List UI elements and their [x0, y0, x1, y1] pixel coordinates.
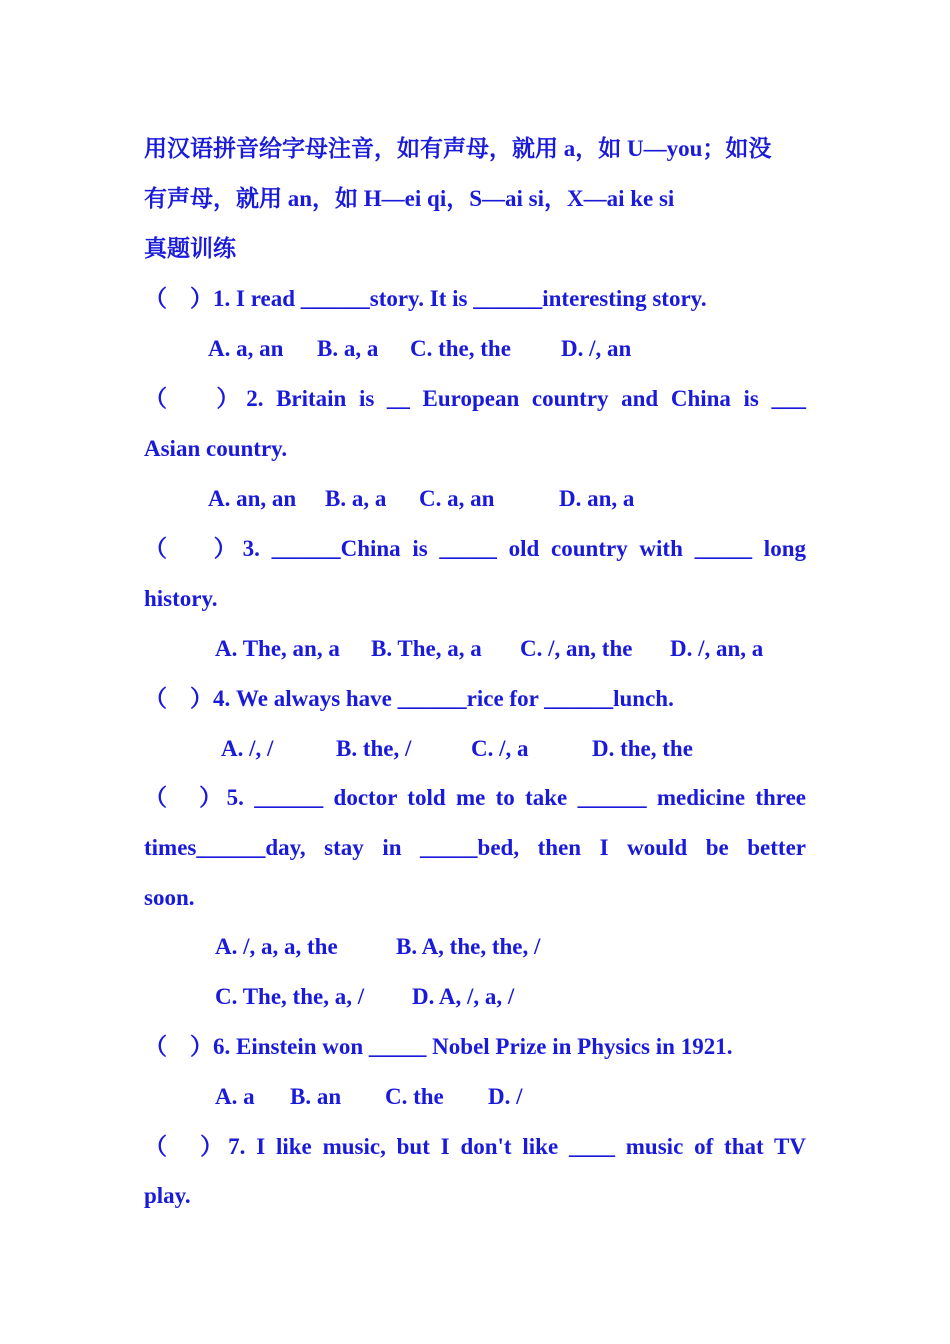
question-4-option-b: B. the, / [336, 736, 412, 761]
question-1-option-b: B. a, a [317, 336, 379, 361]
question-2-option-a: A. an, an [208, 486, 297, 511]
question-5-stem-line-3: soon. [144, 885, 195, 910]
question-4-option-c: C. /, a [471, 736, 529, 761]
question-3-option-d: D. /, an, a [670, 636, 764, 661]
question-4-option-d: D. the, the [592, 736, 693, 761]
question-6-option-a: A. a [215, 1084, 255, 1109]
question-6-option-b: B. an [290, 1084, 342, 1109]
question-2-option-c: C. a, an [419, 486, 495, 511]
question-2-stem-line-1: （ ）2. Britain is __ European country and China is ___ [144, 386, 806, 411]
question-5-option-a: A. /, a, a, the [215, 934, 338, 959]
section-title: 真题训练 [144, 236, 236, 261]
question-1-stem: （ ）1. I read ______story. It is ______interesting story. [144, 286, 707, 311]
question-5-option-d: D. A, /, a, / [412, 984, 515, 1009]
question-3-option-a: A. The, an, a [215, 636, 340, 661]
question-7-stem-line-1: （ ）7. I like music, but I don't like ____ music of that TV [144, 1134, 806, 1159]
question-2-stem-line-2: Asian country. [144, 436, 288, 461]
question-5-option-c: C. The, the, a, / [215, 984, 365, 1009]
intro-line-2: 有声母，就用 an，如 H—ei qi，S—ai si，X—ai ke si [144, 186, 675, 211]
question-5-stem-line-2: times______day, stay in _____bed, then I would be better [144, 835, 806, 860]
question-1-option-d: D. /, an [561, 336, 632, 361]
question-4-stem: （ ）4. We always have ______rice for ______lunch. [144, 686, 674, 711]
question-3-option-b: B. The, a, a [371, 636, 482, 661]
question-4-option-a: A. /, / [221, 736, 274, 761]
question-6-option-c: C. the [385, 1084, 444, 1109]
question-2-option-b: B. a, a [325, 486, 387, 511]
question-6-stem: （ ）6. Einstein won _____ Nobel Prize in Physics in 1921. [144, 1034, 733, 1059]
intro-line-1: 用汉语拼音给字母注音，如有声母，就用 a，如 U—you；如没 [144, 136, 772, 161]
question-1-option-c: C. the, the [410, 336, 511, 361]
question-3-stem-line-1: （ ）3. ______China is _____ old country with _____ long [144, 536, 806, 561]
question-6-option-d: D. / [488, 1084, 523, 1109]
question-7-stem-line-2: play. [144, 1183, 191, 1208]
question-5-stem-line-1: （ ）5. ______ doctor told me to take ______ medicine three [144, 785, 806, 810]
question-1-option-a: A. a, an [208, 336, 284, 361]
question-2-option-d: D. an, a [559, 486, 635, 511]
question-5-option-b: B. A, the, the, / [396, 934, 541, 959]
question-3-stem-line-2: history. [144, 586, 218, 611]
question-3-option-c: C. /, an, the [520, 636, 633, 661]
